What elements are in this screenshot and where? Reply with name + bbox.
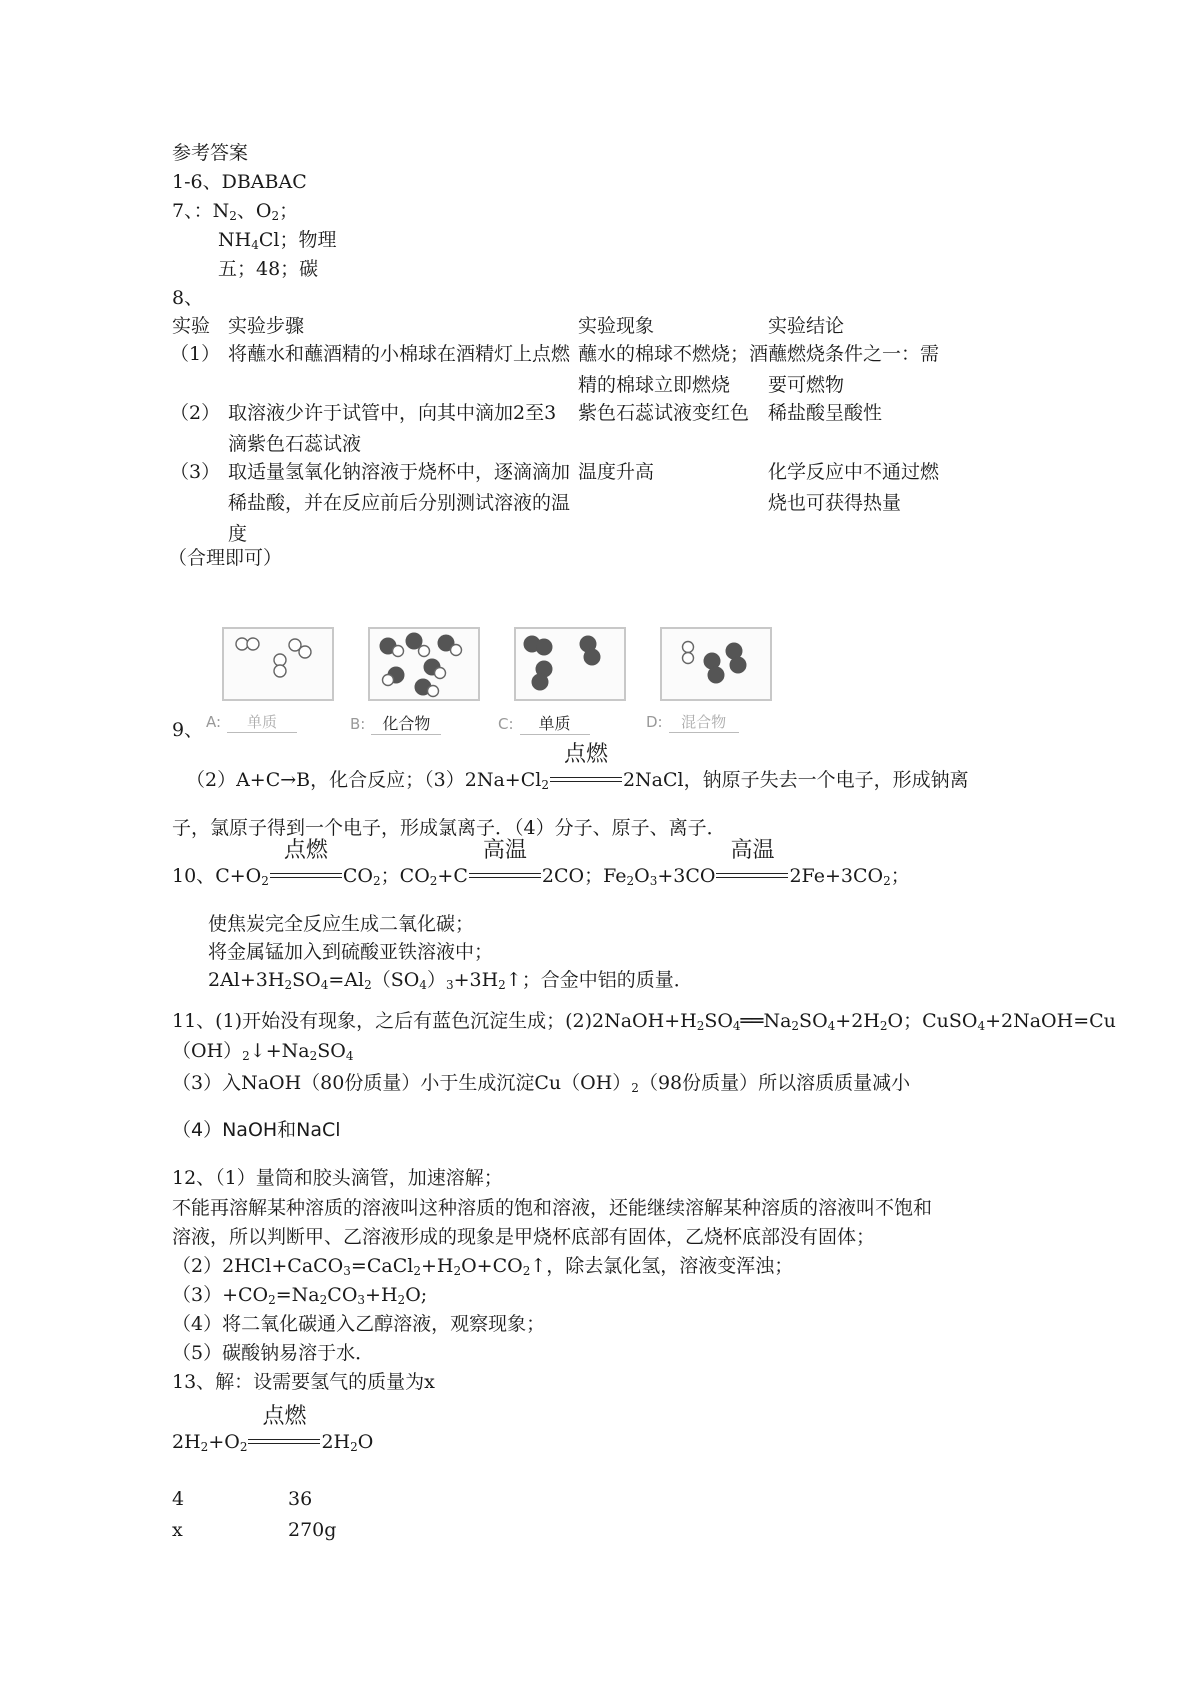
answer-7-line2: $NH_4Cl$；物理 <box>218 229 337 252</box>
table-row-2-step: 取溶液少许于试管中，向其中滴加2至3滴紫色石蕊试液 <box>228 402 557 455</box>
answer-13-line1: 13、解：设需要氢气的质量为x <box>172 1371 435 1393</box>
answer-12-line2: 不能再溶解某种溶质的溶液叫这种溶质的饱和溶液，还能继续溶解某种溶质的溶液叫不饱和 <box>172 1197 933 1219</box>
table-row-3-step: 取适量氢氧化钠溶液于烧杯中，逐滴滴加稀盐酸，并在反应前后分别测试溶液的温度 <box>228 461 571 545</box>
table-row-2-phenomenon: 紫色石蕊试液变红色 <box>578 402 750 424</box>
box-label-b: B: 化合物 <box>350 711 480 735</box>
table-row-3-conclusion: 化学反应中不通过燃烧也可获得热量 <box>768 461 940 514</box>
answer-11-line4: （4）NaOH和NaCl <box>172 1119 341 1141</box>
answer-9-line1: （2）A+C→B，化合反应；$(3)2Na+Cl_2$ 点燃 2NaCl，钠原子失去一个电子，形成钠离 <box>186 742 969 792</box>
particle-box-c <box>514 627 626 701</box>
particle-box-b <box>368 627 480 701</box>
table-row-1-conclusion: 蘸燃烧条件之一：需要可燃物 <box>768 343 940 396</box>
reaction-arrow: 点燃 <box>270 866 342 884</box>
box-label-c: C: 单质 <box>498 711 628 735</box>
answer-10-line4: $2Al+3H_2SO_4=Al_2(SO_4)_3+3H_2↑$；合金中铝的质量． <box>208 969 693 992</box>
box-label-d: D: 混合物 <box>646 711 776 733</box>
table-row-3-phenomenon: 温度升高 <box>578 461 655 483</box>
answer-1-6: 1-6、DBABAC <box>172 171 307 193</box>
answer-7-line3: 五；48；碳 <box>218 258 319 280</box>
answer-10-line2: 使焦炭完全反应生成二氧化碳； <box>208 913 475 935</box>
reaction-arrow: 点燃 <box>550 770 622 788</box>
reaction-arrow: 高温 <box>469 866 541 884</box>
reaction-arrow: 点燃 <box>248 1432 320 1450</box>
answer-13-ratio-left: 4 <box>172 1488 185 1510</box>
table-header-phenomenon: 实验现象 <box>578 315 655 337</box>
answer-12-line5: $(3)+CO_2=Na_2CO_3+H_2O$; <box>172 1284 428 1307</box>
answer-9-line2: 子，氯原子得到一个电子，形成氯离子．（4）分子、原子、离子． <box>172 817 726 839</box>
answer-13-value-right: 270g <box>288 1519 337 1541</box>
answer-8-note: （合理即可） <box>168 547 283 569</box>
answer-7-line1: 7、：$N_2$、$O_2$； <box>172 200 299 223</box>
table-header-steps: 实验步骤 <box>228 315 305 337</box>
table-header-experiment: 实验 <box>172 315 211 337</box>
table-row-1-step: 将蘸水和蘸酒精的小棉球在酒精灯上点燃 <box>228 343 571 365</box>
table-row-1-id: （1） <box>170 343 221 365</box>
particle-diagram-group <box>206 627 802 737</box>
particle-box-a <box>222 627 334 701</box>
answer-12-line3: 溶液，所以判断甲、乙溶液形成的现象是甲烧杯底部有固体，乙烧杯底部没有固体； <box>172 1226 876 1248</box>
table-row-3-id: （3） <box>170 461 221 483</box>
table-row-1-phenomenon: 蘸水的棉球不燃烧；酒精的棉球立即燃烧 <box>578 343 769 396</box>
table-row-2-conclusion: 稀盐酸呈酸性 <box>768 402 883 424</box>
answer-13-equation: $2H_2+O_2$ 点燃 $2H_2O$ <box>172 1404 374 1454</box>
answer-8-label: 8、 <box>172 287 204 309</box>
answer-12-line6: （4）将二氧化碳通入乙醇溶液，观察现象； <box>172 1313 546 1335</box>
reaction-arrow: 高温 <box>716 866 788 884</box>
answer-13-ratio-right: 36 <box>288 1488 313 1510</box>
answer-10-line3: 将金属锰加入到硫酸亚铁溶液中； <box>208 941 494 963</box>
box-label-a: A: 单质 <box>206 711 336 733</box>
table-header-conclusion: 实验结论 <box>768 315 845 337</box>
answer-12-line4: $(2)2HCl+CaCO_3=CaCl_2+H_2O+CO_2↑$，除去氯化氢，溶液变浑浊； <box>172 1255 794 1278</box>
answer-11-line2: $(OH)_2↓+Na_2SO_4$ <box>172 1040 354 1063</box>
page-title: 参考答案 <box>172 142 249 164</box>
table-row-2-id: （2） <box>170 402 221 424</box>
answer-9-label: 9、 <box>172 719 204 741</box>
answer-11-line1: 11、(1)开始没有现象，之后有蓝色沉淀生成；$(2)2NaOH+H_2SO_4══Na_2SO_4+2H_2O$；CuSO$_4$+2NaOH=Cu <box>172 1010 1116 1033</box>
answer-12-line7: （5）碳酸钠易溶于水． <box>172 1342 375 1364</box>
answer-11-line3: （3）入NaOH（80份质量）小于生成沉淀$Cu(OH)_2(98$份质量）所以溶质质量减小 <box>172 1072 911 1095</box>
answer-13-value-left: x <box>172 1519 183 1541</box>
answer-10-equations: 10、$C+O_2$ 点燃 $CO_2$；$CO_2+C$ 高温 2CO；$Fe_2O_3+3CO$ 高温 $2Fe+3CO_2$； <box>172 838 910 888</box>
particle-box-d <box>660 627 772 701</box>
answer-12-line1: 12、（1）量筒和胶头滴管，加速溶解； <box>172 1167 503 1189</box>
